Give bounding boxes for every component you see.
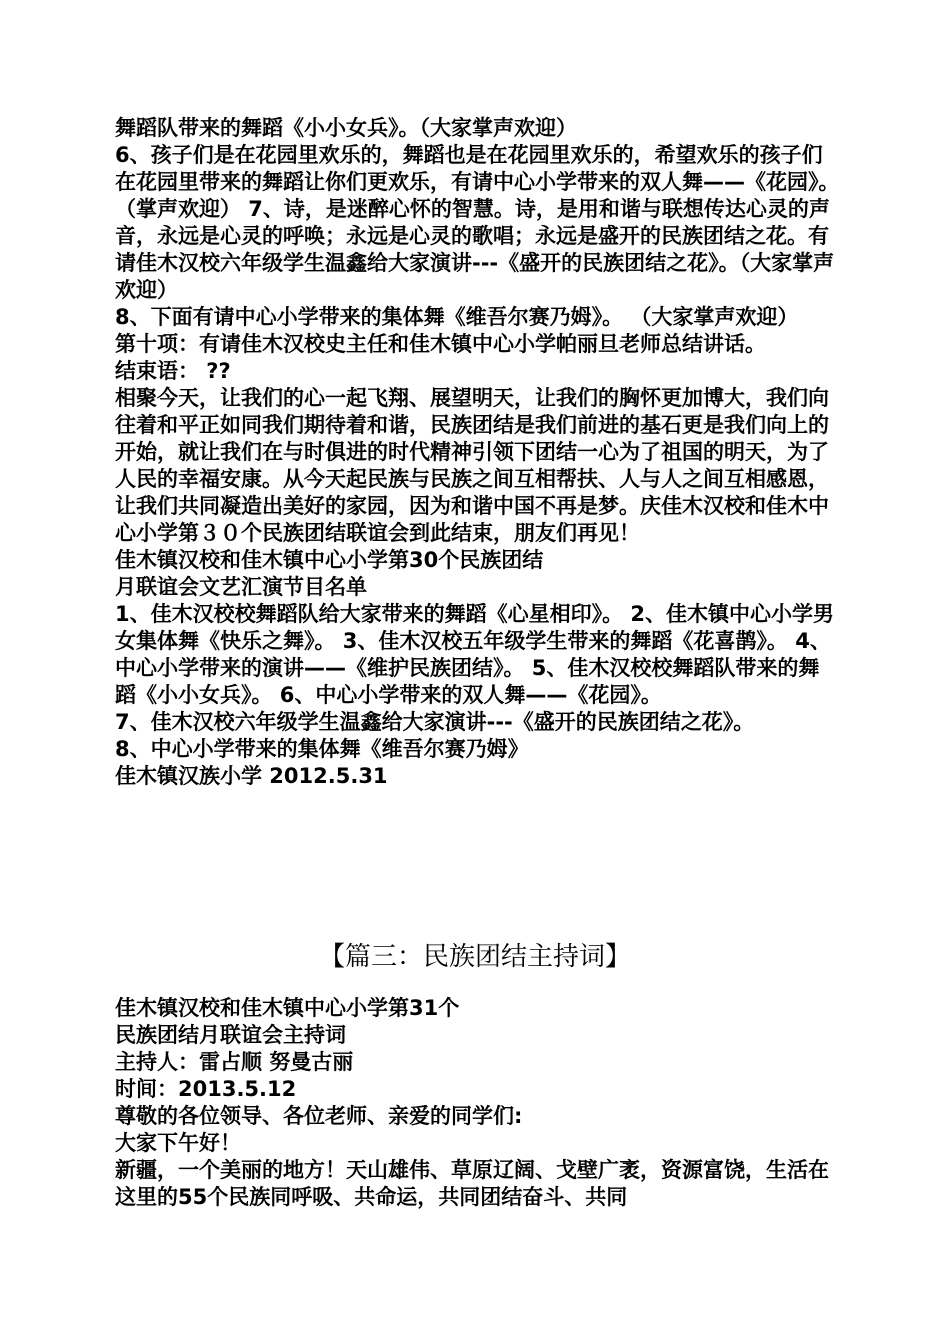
paragraph: 8、下面有请中心小学带来的集体舞《维吾尔赛乃姆》。 （大家掌声欢迎） xyxy=(115,305,799,329)
paragraph: 民族团结月联谊会主持词 xyxy=(115,1023,346,1047)
paragraph: 佳木镇汉族小学 2012.5.31 xyxy=(115,764,388,788)
document-body-bottom xyxy=(115,995,840,1211)
paragraph: 第十项：有请佳木汉校史主任和佳木镇中心小学帕丽旦老师总结讲话。 xyxy=(115,332,766,356)
paragraph: 1、佳木汉校校舞蹈队给大家带来的舞蹈《心星相印》。 2、佳木镇中心小学男女集体舞《快乐之舞》。 3、佳木汉校五年级学生带来的舞蹈《花喜鹊》。 4、中心小学带来的演讲——《维护民族团结》。 5、佳木汉校校舞蹈队带来的舞蹈《小小女兵》。 6、中心小学带来的双人舞——《花园》。 xyxy=(115,602,835,707)
paragraph: 佳木镇汉校和佳木镇中心小学第30个民族团结 xyxy=(115,548,544,572)
document-body-top xyxy=(115,115,840,790)
section-heading: 【篇三：民族团结主持词】 xyxy=(318,942,631,972)
paragraph: 7、佳木汉校六年级学生温鑫给大家演讲---《盛开的民族团结之花》。 xyxy=(115,710,755,734)
paragraph: 6、孩子们是在花园里欢乐的，舞蹈也是在花园里欢乐的，希望欢乐的孩子们在花园里带来的舞蹈让你们更欢乐，有请中心小学带来的双人舞——《花园》。（掌声欢迎） 7、诗，是迷醉心怀的智慧。诗，是用和谐与联想传达心灵的声音，永远是心灵的呼唤；永远是心灵的歌唱；永远是盛开的民族团结之花。有请佳木汉校六年级学生温鑫给大家演讲---《盛开的民族团结之花》。（大家掌声欢迎） xyxy=(115,143,840,302)
paragraph: 新疆，一个美丽的地方！天山雄伟、草原辽阔、戈壁广袤，资源富饶，生活在这里的55个民族同呼吸、共命运，共同团结奋斗、共同 xyxy=(115,1158,829,1209)
paragraph: 大家下午好！ xyxy=(115,1131,241,1155)
paragraph: 结束语： ?? xyxy=(115,359,231,383)
paragraph: 主持人：雷占顺 努曼古丽 xyxy=(115,1050,354,1074)
paragraph: 佳木镇汉校和佳木镇中心小学第31个 xyxy=(115,996,460,1020)
paragraph: 相聚今天，让我们的心一起飞翔、展望明天，让我们的胸怀更加博大，我们向往着和平正如同我们期待着和谐，民族团结是我们前进的基石更是我们向上的开始，就让我们在与时俱进的时代精神引领下团结一心为了祖国的明天，为了人民的幸福安康。从今天起民族与民族之间互相帮扶、人与人之间互相感恩，让我们共同凝造出美好的家园，因为和谐中国不再是梦。庆佳木汉校和佳木中心小学第３０个民族团结联谊会到此结束，朋友们再见！ xyxy=(115,386,829,545)
paragraph: 月联谊会文艺汇演节目名单 xyxy=(115,575,367,599)
paragraph: 时间：2013.5.12 xyxy=(115,1077,297,1101)
paragraph: 8、中心小学带来的集体舞《维吾尔赛乃姆》 xyxy=(115,737,529,761)
paragraph: 尊敬的各位领导、各位老师、亲爱的同学们: xyxy=(115,1104,523,1128)
paragraph: 舞蹈队带来的舞蹈《小小女兵》。（大家掌声欢迎） xyxy=(115,116,577,140)
